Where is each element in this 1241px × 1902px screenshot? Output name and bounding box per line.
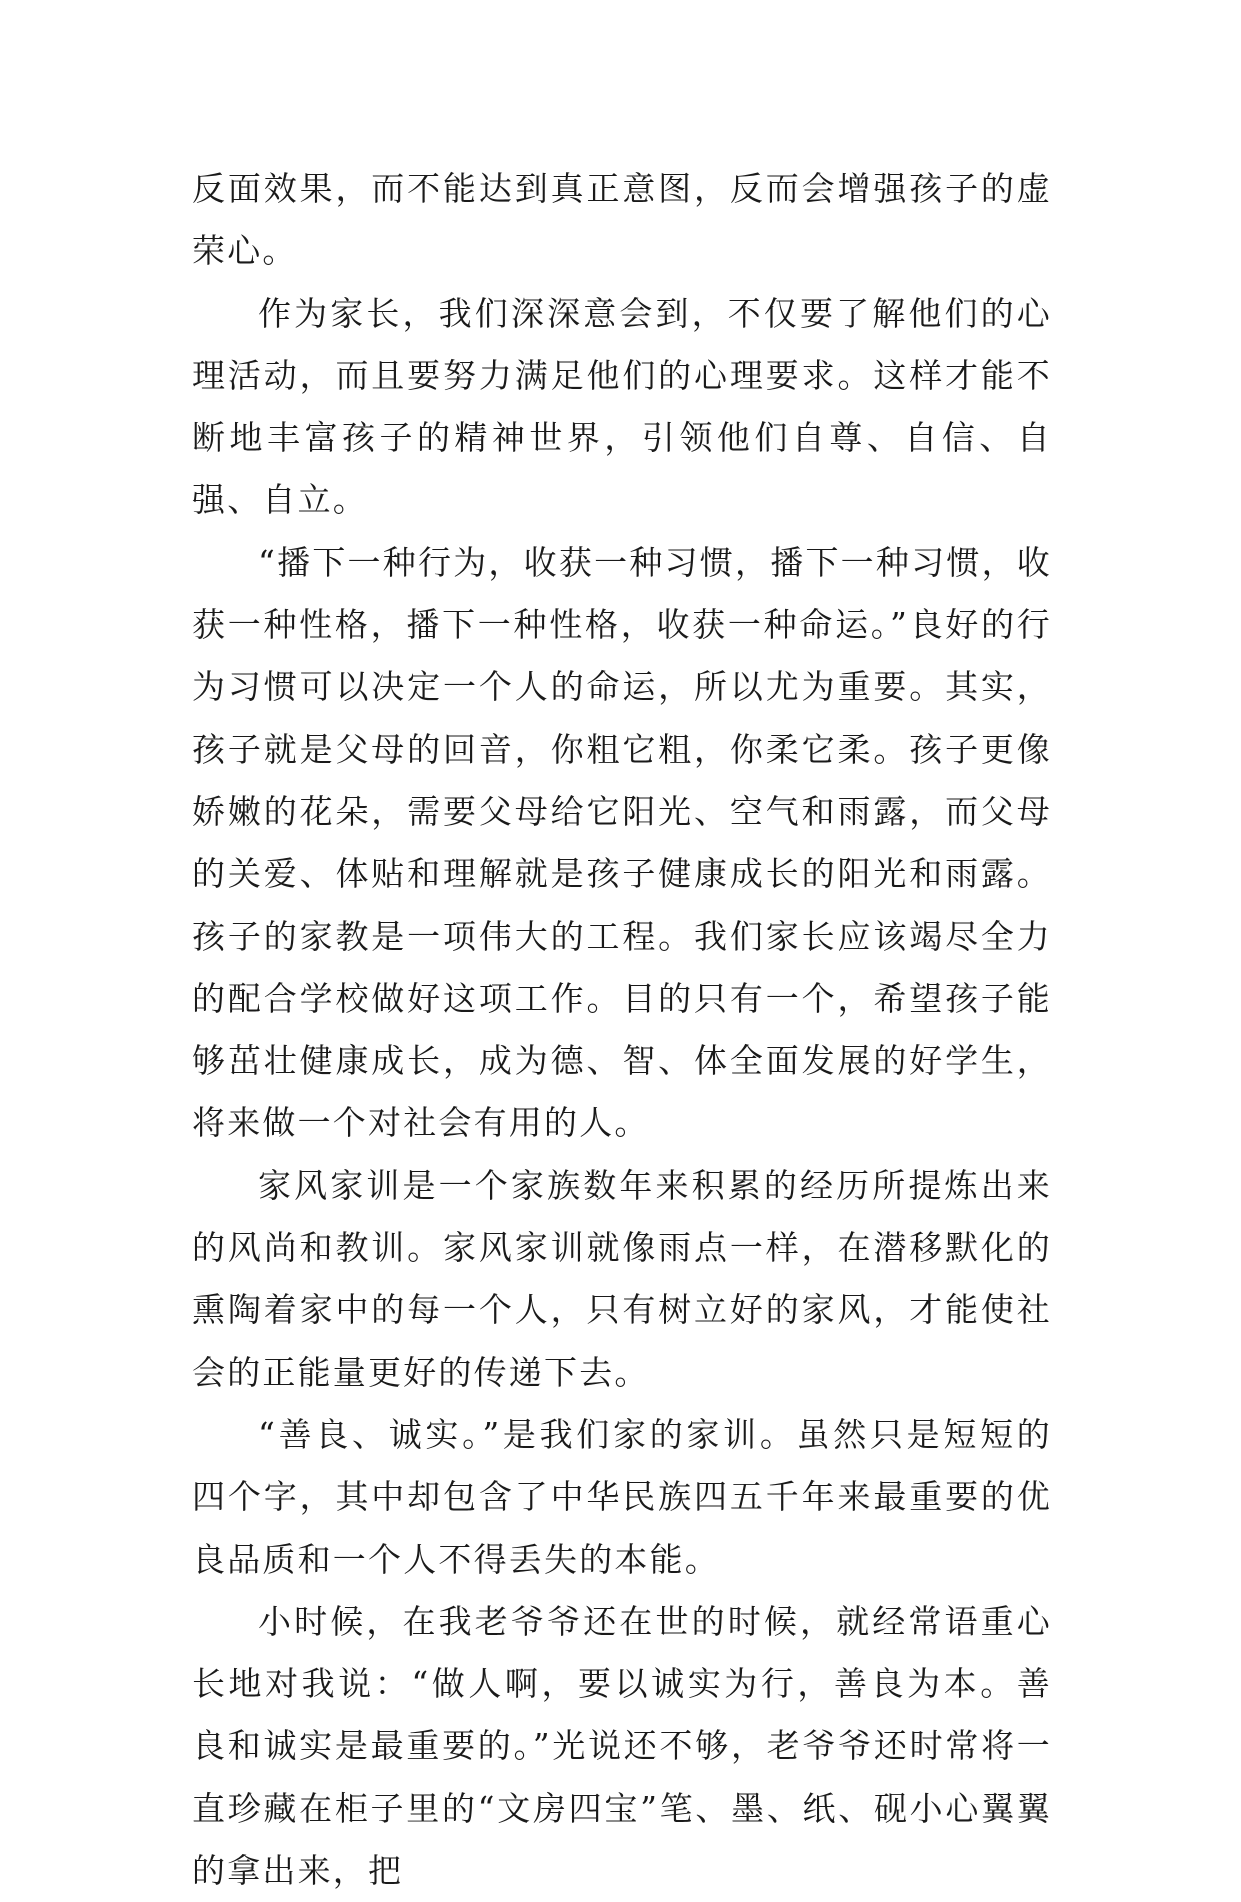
paragraph-continued: 反面效果，而不能达到真正意图，反而会增强孩子的虚荣心。	[192, 169, 1052, 271]
paragraph-parent-understanding: 作为家长，我们深深意会到，不仅要了解他们的心理活动，而且要努力满足他们的心理要求。这样才能不断地丰富孩子的精神世界，引领他们自尊、自信、自强、自立。	[192, 293, 1052, 520]
paragraph-childhood-memory: 小时候，在我老爷爷还在世的时候，就经常语重心长地对我说：“做人啊，要以诚实为行，善良为本。善良和诚实是最重要的。”光说还不够，老爷爷还时常将一直珍藏在柜子里的“文房四宝”笔、墨、纸、砚小心翼翼的拿出来，把	[192, 1601, 1052, 1891]
paragraph-habits: “播下一种行为，收获一种习惯，播下一种习惯，收获一种性格，播下一种性格，收获一种命运。”良好的行为习惯可以决定一个人的命运，所以尤为重要。其实，孩子就是父母的回音，你粗它粗，你柔它柔。孩子更像娇嫩的花朵，需要父母给它阳光、空气和雨露，而父母的关爱、体贴和理解就是孩子健康成长的阳光和雨露。孩子的家教是一项伟大的工程。我们家长应该竭尽全力的配合学校做好这项工作。目的只有一个，希望孩子能够茁壮健康成长，成为德、智、体全面发展的好学生，将来做一个对社会有用的人。	[192, 542, 1052, 1143]
paragraph-family-tradition: 家风家训是一个家族数年来积累的经历所提炼出来的风尚和教训。家风家训就像雨点一样，在潜移默化的熏陶着家中的每一个人，只有树立好的家风，才能使社会的正能量更好的传递下去。	[192, 1165, 1052, 1392]
paragraph-family-motto: “善良、诚实。”是我们家的家训。虽然只是短短的四个字，其中却包含了中华民族四五千年来最重要的优良品质和一个人不得丢失的本能。	[192, 1414, 1052, 1579]
document-body	[192, 158, 1052, 1902]
